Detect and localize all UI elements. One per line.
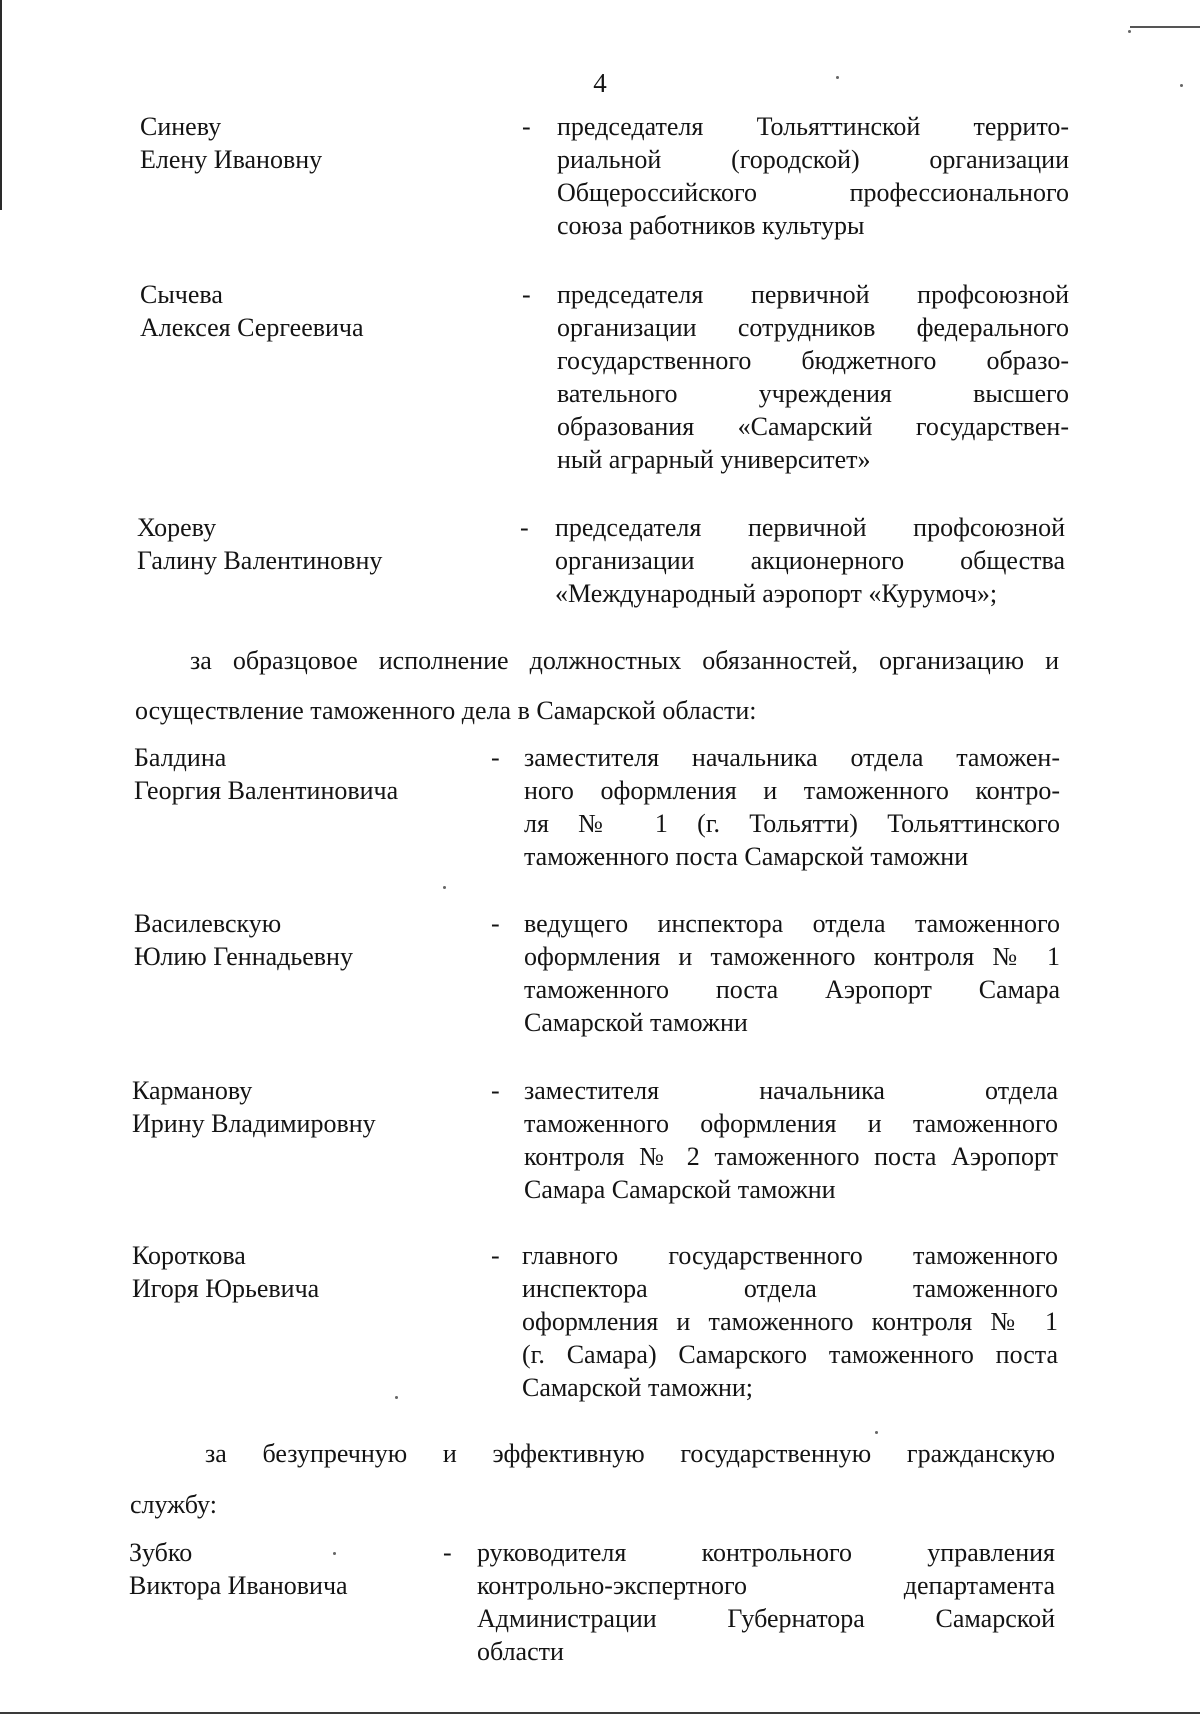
scan-edge-left: [0, 0, 2, 210]
award-reason-line-1: за образцовое исполнение должностных обязанностей, организацию и: [190, 646, 1059, 675]
person-position: главного государственного таможенного инспектора отдела таможенного оформления и таможенного контроля № 1 (г. Самара) Самарского таможенного поста Самарской таможни;: [522, 1241, 1058, 1402]
scan-speck: [443, 886, 446, 889]
person-name: Балдина Георгия Валентиновича: [134, 743, 399, 805]
scan-edge-top: [1130, 26, 1200, 28]
person-name: Сычева Алексея Сергеевича: [140, 280, 364, 342]
person-name: Василевскую Юлию Геннадьевну: [134, 909, 353, 971]
person-name: Короткова Игоря Юрьевича: [132, 1241, 320, 1303]
scan-speck: [1128, 30, 1131, 33]
person-position: председателя Тольяттинской террито- риальной (городской) организации Общероссийского профессионального союза работников культуры: [557, 112, 1069, 240]
person-name: Синеву Елену Ивановну: [140, 112, 323, 174]
person-position: заместителя начальника отдела таможен- ного оформления и таможенного контро- ля № 1 (г. Тольятти) Тольяттинского таможенного поста Самарской таможни: [524, 743, 1060, 871]
separator-dash: -: [443, 1538, 452, 1567]
separator-dash: -: [522, 280, 531, 309]
separator-dash: -: [491, 909, 500, 938]
separator-dash: -: [491, 1076, 500, 1105]
person-position: заместителя начальника отдела таможенного оформления и таможенного контроля № 2 таможенного поста Аэропорт Самара Самарской таможни: [524, 1076, 1058, 1204]
person-name: Хореву Галину Валентиновну: [137, 513, 383, 575]
scan-speck: [875, 1431, 878, 1434]
person-position: руководителя контрольного управления контрольно-экспертного департамента Администрации Губернатора Самарской области: [477, 1538, 1055, 1666]
award-reason-line-1: за безупречную и эффективную государственную гражданскую: [205, 1439, 1055, 1468]
separator-dash: -: [491, 1241, 500, 1270]
person-position: председателя первичной профсоюзной организации сотрудников федерального государственного бюджетного образо- вательного учреждения высшего образования «Самарский государствен- ный аграрный университет»: [557, 280, 1069, 474]
page-number: 4: [593, 68, 607, 98]
separator-dash: -: [522, 112, 531, 141]
award-reason-line-2: службу:: [130, 1490, 217, 1519]
person-name: Карманову Ирину Владимировну: [132, 1076, 376, 1138]
person-name: Зубко Виктора Ивановича: [129, 1538, 348, 1600]
scan-edge-bottom: [0, 1712, 1200, 1714]
award-reason-line-2: осуществление таможенного дела в Самарской области:: [135, 696, 757, 725]
separator-dash: -: [491, 743, 500, 772]
person-position: председателя первичной профсоюзной организации акционерного общества «Международный аэропорт «Курумоч»;: [555, 513, 1065, 608]
scan-speck: [395, 1396, 398, 1399]
separator-dash: -: [520, 513, 529, 542]
person-position: ведущего инспектора отдела таможенного оформления и таможенного контроля № 1 таможенного поста Аэропорт Самара Самарской таможни: [524, 909, 1060, 1037]
